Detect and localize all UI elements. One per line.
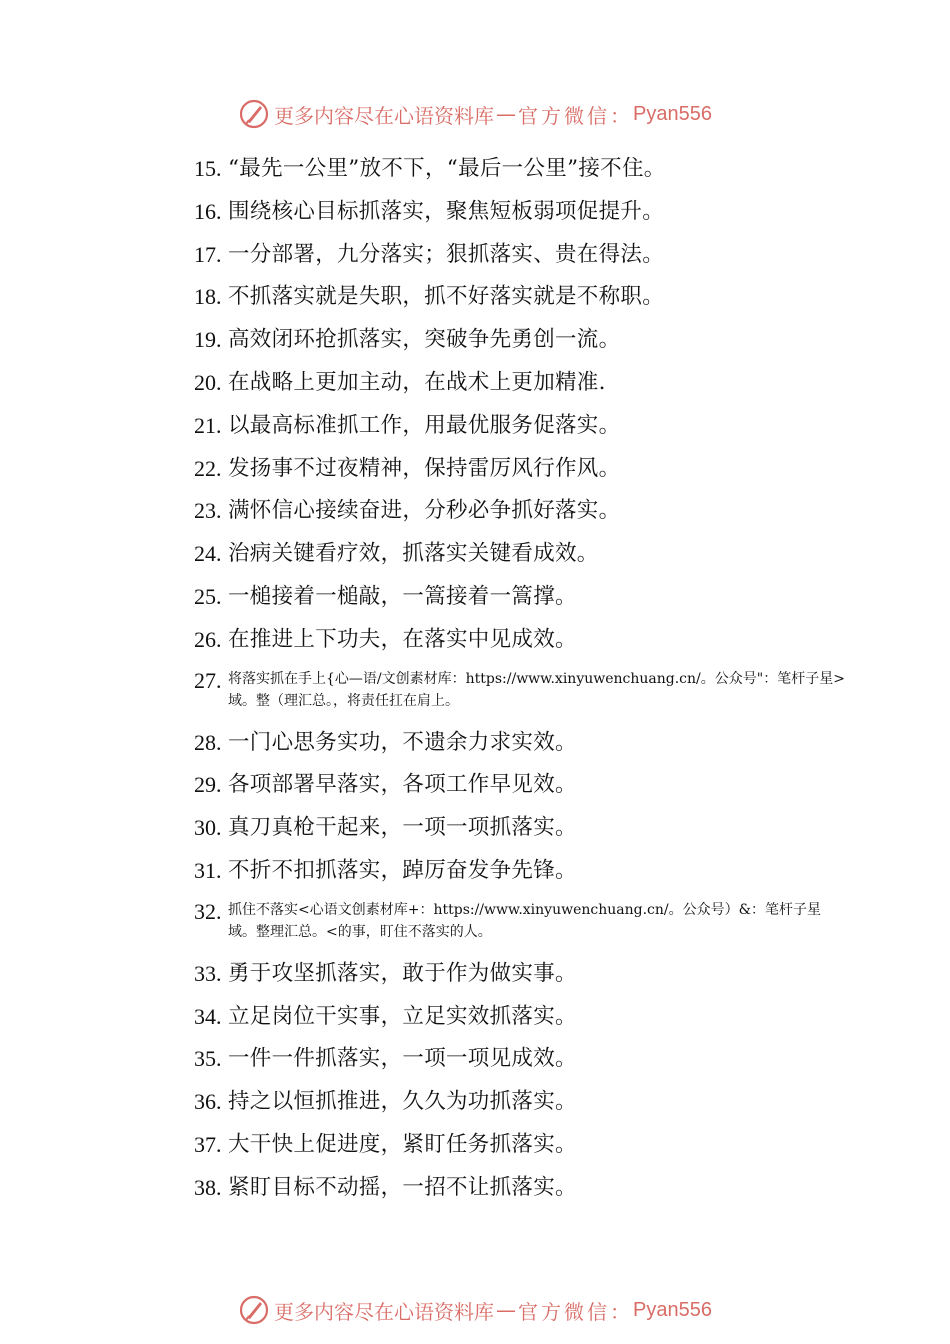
item-number: 15. [194,156,222,181]
item-number: 25. [194,583,222,609]
item-text: 真刀真枪干起来，一项一项抓落实。 [228,815,577,841]
footer-wechat-code: Pyan556 [633,1298,712,1321]
list-item [194,576,854,619]
item-text: 将落实抓在手上{心—语/文创素材库：https://www.xinyuwenchuang.cn/。公众号"：笔杆子星>域。整（理汇总。，将责任扛在肩上。 [228,670,845,709]
list-item [194,1167,854,1210]
quill-logo-icon [238,1294,270,1326]
header-title: 更多内容尽在心语资料库 [274,103,495,128]
item-text: 一分部署，九分落实；狠抓落实、贵在得法。 [228,241,665,267]
item-text: 各项部署早落实，各项工作早见效。 [228,772,577,798]
list-item [194,662,854,722]
item-number: 18. [194,284,222,310]
list-item [194,362,854,405]
item-number: 34. [194,1003,222,1029]
item-text: 满怀信心接续奋进，分秒必争抓好落实。 [228,498,621,524]
list-item [194,148,854,191]
item-number: 28. [194,729,222,755]
list-item [194,1124,854,1167]
item-text: 以最高标准抓工作，用最优服务促落实。 [228,412,621,438]
item-text: 立足岗位干实事，立足实效抓落实。 [228,1003,577,1029]
list-item [194,490,854,533]
list-item [194,807,854,850]
item-text: 治病关键看疗效，抓落实关键看成效。 [228,541,599,567]
item-text: 一件一件抓落实，一项一项见成效。 [228,1046,577,1072]
item-text: 不抓落实就是失职，抓不好落实就是不称职。 [228,284,665,310]
item-number: 35. [194,1046,222,1072]
item-number: 33. [194,960,222,986]
item-text: 围绕核心目标抓落实，聚焦短板弱项促提升。 [228,198,665,224]
list-item [194,893,854,953]
item-number: 19. [194,327,222,353]
list-item [194,276,854,319]
item-number: 20. [194,369,222,395]
list-item [194,533,854,576]
item-text: 持之以恒抓推进，久久为功抓落实。 [228,1089,577,1115]
footer-banner [0,1290,950,1330]
header-wechat-label: 官方微信： [518,103,634,128]
item-number: 29. [194,772,222,798]
item-text: “最先一公里”放不下，“最后一公里”接不住。 [228,156,666,181]
footer-title: 更多内容尽在心语资料库 [274,1299,495,1324]
item-number: 30. [194,815,222,841]
item-text: 发扬事不过夜精神，保持雷厉风行作风。 [228,455,621,481]
list-item [194,850,854,893]
footer-wechat-label: 官方微信： [518,1299,634,1324]
slogan-list [194,148,854,1210]
item-text: 在推进上下功夫，在落实中见成效。 [228,626,577,652]
list-item [194,234,854,277]
item-number: 38. [194,1174,222,1200]
quill-logo-icon [238,98,270,130]
header-separator: — [496,102,517,126]
header-banner [0,94,950,134]
item-number: 21. [194,412,222,438]
item-number: 22. [194,455,222,481]
list-item [194,996,854,1039]
item-number: 32. [194,898,222,924]
list-item [194,722,854,765]
list-item [194,448,854,491]
item-text: 一门心思务实功，不遗余力求实效。 [228,729,577,755]
item-number: 36. [194,1089,222,1115]
item-text: 勇于攻坚抓落实，敢于作为做实事。 [228,960,577,986]
list-item [194,764,854,807]
footer-separator: — [496,1298,517,1322]
item-number: 31. [194,857,222,883]
list-item [194,405,854,448]
item-number: 26. [194,626,222,652]
list-item [194,191,854,234]
list-item [194,319,854,362]
list-item [194,1038,854,1081]
item-number: 17. [194,241,222,267]
item-number: 24. [194,541,222,567]
item-number: 27. [194,667,222,693]
item-number: 37. [194,1131,222,1157]
item-text: 高效闭环抢抓落实，突破争先勇创一流。 [228,327,621,353]
item-number: 23. [194,498,222,524]
item-text: 在战略上更加主动，在战术上更加精准. [228,369,606,395]
item-text: 抓住不落实<心语文创素材库+：https://www.xinyuwenchuang.cn/。公众号）&：笔杆子星域。整理汇总。<的事，盯住不落实的人。 [228,901,822,940]
list-item [194,953,854,996]
item-text: 一槌接着一槌敲，一篙接着一篙撑。 [228,583,577,609]
item-number: 16. [194,198,222,224]
item-text: 大干快上促进度，紧盯任务抓落实。 [228,1131,577,1157]
item-text: 不折不扣抓落实，踔厉奋发争先锋。 [228,857,577,883]
list-item [194,619,854,662]
list-item [194,1081,854,1124]
item-text: 紧盯目标不动摇，一招不让抓落实。 [228,1174,577,1200]
header-wechat-code: Pyan556 [633,102,712,125]
